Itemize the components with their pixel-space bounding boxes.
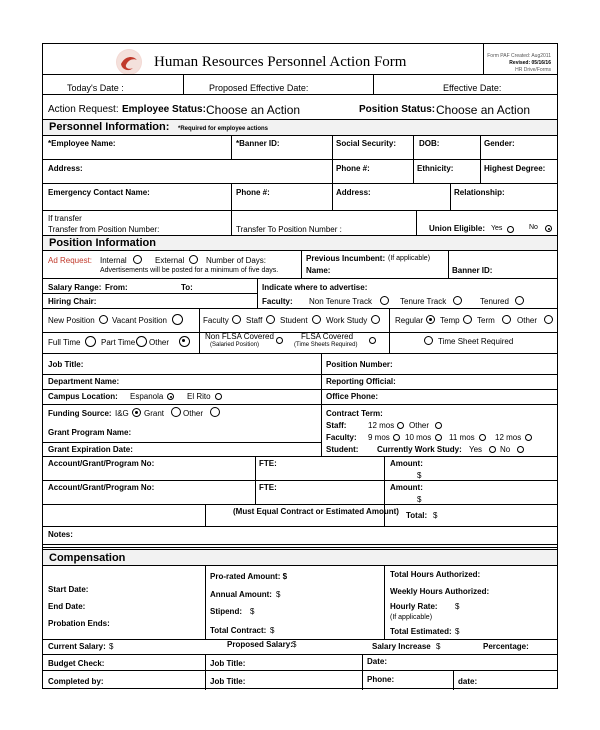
other-status-radio[interactable]: [544, 315, 553, 324]
position-number-field[interactable]: Position Number:: [326, 360, 393, 369]
grant-radio[interactable]: [171, 407, 181, 417]
time-sheet-required-checkbox[interactable]: [424, 336, 433, 345]
employee-status-select[interactable]: Choose an Action: [206, 103, 301, 117]
relationship-field[interactable]: Relationship:: [454, 188, 505, 197]
non-tenure-radio[interactable]: [380, 296, 389, 305]
probation-ends-field[interactable]: Probation Ends:: [48, 619, 110, 628]
job-title-field[interactable]: Job Title:: [48, 360, 84, 369]
vacant-position-label: Vacant Position: [112, 316, 167, 325]
gender-field[interactable]: Gender:: [484, 139, 515, 148]
faculty-9mos-label: 9 mos: [368, 433, 390, 442]
fte-2-field[interactable]: FTE:: [259, 483, 277, 492]
faculty-10mos-radio[interactable]: [435, 434, 442, 441]
start-date-field[interactable]: Start Date:: [48, 585, 89, 594]
required-note: *Required for employee actions: [178, 126, 269, 132]
salaried-note: (Salaried Position): [210, 342, 260, 348]
salary-range-label: Salary Range:: [48, 283, 102, 292]
notes-field[interactable]: Notes:: [48, 530, 73, 539]
prev-if-applicable: (If applicable): [388, 255, 431, 262]
salary-increase-label: Salary Increase: [372, 642, 431, 651]
amount-2-dollar: $: [417, 495, 422, 504]
non-tenure-label: Non Tenure Track: [309, 297, 372, 306]
ad-note: Advertisements will be posted for a minimum of five days.: [100, 267, 279, 274]
hiring-chair-field[interactable]: Hiring Chair:: [48, 297, 97, 306]
faculty-9mos-radio[interactable]: [393, 434, 400, 441]
regular-label: Regular: [395, 316, 424, 325]
staff-other-radio[interactable]: [435, 422, 442, 429]
total-dollar[interactable]: $: [433, 511, 438, 520]
personnel-action-form: [42, 43, 558, 689]
weekly-hours-field[interactable]: Weekly Hours Authorized:: [390, 587, 490, 596]
hourly-rate-dollar[interactable]: $: [455, 602, 460, 611]
amount-1-dollar: $: [417, 471, 422, 480]
indicate-advertise-label: Indicate where to advertise:: [262, 283, 368, 292]
other-time-radio[interactable]: [179, 336, 190, 347]
full-time-radio[interactable]: [85, 336, 96, 347]
contract-faculty-label: Faculty:: [326, 433, 357, 442]
previous-incumbent-label: Previous Incumbent:: [306, 254, 386, 263]
work-study-type-label: Work Study: [326, 316, 368, 325]
currently-work-study-label: Currently Work Study:: [377, 445, 462, 454]
contract-student-label: Student:: [326, 445, 359, 454]
ig-radio[interactable]: [132, 408, 141, 417]
current-salary-dollar[interactable]: $: [109, 642, 114, 651]
staff-12mos-radio[interactable]: [397, 422, 404, 429]
staff-type-label: Staff: [246, 316, 263, 325]
salary-to-field[interactable]: To:: [181, 283, 193, 292]
faculty-10mos-label: 10 mos: [405, 433, 432, 442]
position-info-heading: Position Information: [49, 237, 156, 249]
ws-no-radio[interactable]: [517, 446, 524, 453]
ssn-field[interactable]: Social Security:: [336, 139, 397, 148]
proposed-salary-label: Proposed Salary:: [227, 640, 293, 649]
temp-label: Temp: [440, 316, 460, 325]
faculty-track-label: Faculty:: [262, 297, 293, 306]
annual-amount-label: Annual Amount:: [210, 590, 272, 599]
full-time-label: Full Time: [48, 338, 81, 347]
union-yes-label: Yes: [491, 225, 503, 232]
hr-logo: [116, 49, 142, 75]
budget-check-field[interactable]: Budget Check:: [48, 659, 105, 668]
logo-swirl-icon: [116, 49, 142, 75]
tenured-radio[interactable]: [515, 296, 524, 305]
emergency-phone-field[interactable]: Phone #:: [236, 188, 270, 197]
union-eligible-label: Union Eligible:: [429, 224, 485, 233]
non-flsa-radio[interactable]: [276, 337, 283, 344]
espanola-radio[interactable]: [167, 393, 174, 400]
part-time-label: Part Time: [101, 338, 136, 347]
current-salary-label: Current Salary:: [48, 642, 106, 651]
grant-program-field[interactable]: Grant Program Name:: [48, 428, 132, 437]
term-label: Term: [477, 316, 495, 325]
student-type-label: Student: [280, 316, 308, 325]
budget-job-title-field[interactable]: Job Title:: [210, 659, 246, 668]
ws-no-label: No: [500, 445, 511, 454]
dob-field[interactable]: DOB:: [419, 139, 440, 148]
proposed-salary-dollar[interactable]: $: [292, 640, 297, 649]
annual-dollar[interactable]: $: [276, 590, 281, 599]
vacant-position-radio[interactable]: [172, 314, 183, 325]
staff-other-label: Other: [409, 421, 430, 430]
action-request-label: Action Request:: [48, 104, 119, 115]
temp-radio[interactable]: [463, 315, 472, 324]
budget-date-field[interactable]: Date:: [367, 657, 388, 666]
amount-1-field[interactable]: Amount:: [390, 459, 423, 468]
faculty-type-radio[interactable]: [232, 315, 241, 324]
address-field[interactable]: Address:: [48, 164, 83, 173]
tenure-track-label: Tenure Track: [400, 297, 447, 306]
hourly-rate-label: Hourly Rate:: [390, 602, 438, 611]
salary-from-field[interactable]: From:: [105, 283, 128, 292]
department-name-field[interactable]: Department Name:: [48, 377, 120, 386]
ad-external-label: External: [155, 256, 185, 265]
union-yes-radio[interactable]: [507, 226, 514, 233]
form-meta-created: Form PAF Created: Aug2011: [487, 53, 551, 59]
faculty-12mos-label: 12 mos: [495, 433, 522, 442]
previous-name-field[interactable]: Name:: [306, 266, 331, 275]
staff-12mos-label: 12 mos: [368, 421, 395, 430]
staff-type-radio[interactable]: [266, 315, 275, 324]
faculty-type-label: Faculty: [203, 316, 229, 325]
union-no-label: No: [529, 224, 538, 231]
total-hours-field[interactable]: Total Hours Authorized:: [390, 570, 481, 579]
time-sheet-required-label: Time Sheet Required: [438, 337, 514, 346]
emergency-contact-field[interactable]: Emergency Contact Name:: [48, 188, 150, 197]
position-status-label: Position Status:: [359, 104, 436, 115]
contract-staff-label: Staff:: [326, 421, 347, 430]
proposed-date-label[interactable]: Proposed Effective Date:: [209, 83, 309, 93]
banner-id-field[interactable]: *Banner ID:: [236, 139, 280, 148]
time-sheets-note: (Time Sheets Required): [294, 342, 358, 348]
emergency-address-field[interactable]: Address:: [336, 188, 371, 197]
grant-expiration-field[interactable]: Grant Expiration Date:: [48, 445, 133, 454]
new-position-radio[interactable]: [99, 315, 108, 324]
transfer-from-field[interactable]: Transfer from Position Number:: [48, 225, 160, 234]
fund-other-radio[interactable]: [210, 407, 220, 417]
campus-location-label: Campus Location:: [48, 392, 118, 401]
student-type-radio[interactable]: [312, 315, 321, 324]
end-date-field[interactable]: End Date:: [48, 602, 86, 611]
total-estimated-label: Total Estimated:: [390, 627, 452, 636]
ws-yes-label: Yes: [469, 445, 483, 454]
salary-increase-dollar[interactable]: $: [436, 642, 441, 651]
non-flsa-label: Non FLSA Covered: [205, 332, 274, 341]
el-rito-radio[interactable]: [215, 393, 222, 400]
stipend-label: Stipend:: [210, 607, 242, 616]
contract-term-label: Contract Term:: [326, 409, 383, 418]
completed-by-field[interactable]: Completed by:: [48, 677, 104, 686]
espanola-label: Espanola: [130, 392, 164, 401]
union-no-radio[interactable]: [545, 225, 552, 232]
amount-2-field[interactable]: Amount:: [390, 483, 423, 492]
ethnicity-field[interactable]: Ethnicity:: [417, 164, 454, 173]
ig-label: I&G: [115, 409, 129, 418]
fund-other-label: Other: [183, 409, 204, 418]
faculty-11mos-label: 11 mos: [449, 433, 475, 442]
el-rito-label: El Rito: [187, 392, 211, 401]
position-status-select[interactable]: Choose an Action: [436, 103, 531, 117]
regular-radio[interactable]: [426, 315, 435, 324]
new-position-label: New Position: [48, 316, 95, 325]
tenure-track-radio[interactable]: [453, 296, 462, 305]
personnel-info-heading: Personnel Information:: [49, 121, 170, 133]
total-contract-dollar[interactable]: $: [270, 626, 275, 635]
term-radio[interactable]: [502, 315, 511, 324]
fte-1-field[interactable]: FTE:: [259, 459, 277, 468]
other-status-label: Other: [517, 316, 538, 325]
must-equal-note: (Must Equal Contract or Estimated Amount): [233, 507, 399, 516]
ad-request-label: Ad Request:: [48, 256, 93, 265]
office-phone-field[interactable]: Office Phone:: [326, 392, 379, 401]
ws-yes-radio[interactable]: [489, 446, 496, 453]
todays-date-label[interactable]: Today's Date :: [67, 83, 124, 93]
if-transfer-label: If transfer: [48, 214, 82, 223]
transfer-to-field[interactable]: Transfer To Position Number :: [236, 225, 342, 234]
compensation-heading: Compensation: [49, 552, 126, 564]
other-time-label: Other: [149, 338, 170, 347]
employee-status-label: Employee Status:: [122, 104, 206, 115]
faculty-12mos-radio[interactable]: [525, 434, 532, 441]
flsa-label: FLSA Covered: [301, 332, 354, 341]
phone-field[interactable]: Phone #:: [336, 164, 370, 173]
completed-date-field[interactable]: date:: [458, 677, 478, 686]
grant-label: Grant: [144, 409, 165, 418]
ad-internal-radio[interactable]: [133, 255, 142, 264]
account-1-field[interactable]: Account/Grant/Program No:: [48, 459, 155, 468]
total-contract-label: Total Contract:: [210, 626, 267, 635]
effective-date-label[interactable]: Effective Date:: [443, 83, 502, 93]
stipend-dollar[interactable]: $: [250, 607, 255, 616]
flsa-radio[interactable]: [369, 337, 376, 344]
form-meta-revised: Revised: 05/16/16: [509, 60, 551, 66]
form-title: Human Resources Personnel Action Form: [154, 54, 407, 70]
part-time-radio[interactable]: [136, 336, 147, 347]
percentage-field[interactable]: Percentage:: [483, 642, 529, 651]
prorated-amount-field[interactable]: Pro-rated Amount: $: [210, 572, 288, 581]
completed-phone-field[interactable]: Phone:: [367, 675, 395, 684]
funding-source-label: Funding Source:: [48, 409, 112, 418]
highest-degree-field[interactable]: Highest Degree:: [484, 164, 546, 173]
employee-name-field[interactable]: *Employee Name:: [48, 139, 116, 148]
total-label: Total:: [406, 511, 428, 520]
number-of-days-field[interactable]: Number of Days:: [206, 256, 267, 265]
total-estimated-dollar[interactable]: $: [455, 627, 460, 636]
completed-job-title-field[interactable]: Job Title:: [210, 677, 246, 686]
previous-banner-id-field[interactable]: Banner ID:: [452, 266, 493, 275]
ad-internal-label: Internal: [100, 256, 127, 265]
tenured-label: Tenured: [480, 297, 509, 306]
account-2-field[interactable]: Account/Grant/Program No:: [48, 483, 155, 492]
reporting-official-field[interactable]: Reporting Official:: [326, 377, 396, 386]
ad-external-radio[interactable]: [189, 255, 198, 264]
hourly-if-applicable: (If applicable): [390, 614, 433, 621]
work-study-type-radio[interactable]: [371, 315, 380, 324]
form-meta-drive: HR Drive/Forms: [515, 67, 551, 73]
faculty-11mos-radio[interactable]: [479, 434, 486, 441]
